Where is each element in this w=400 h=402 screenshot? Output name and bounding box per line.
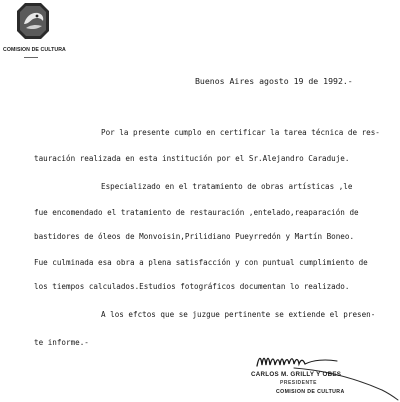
letterhead-organization: COMISION DE CULTURA (3, 47, 66, 53)
body-line: Especializado en el tratamiento de obras artísticas ,le (101, 182, 353, 191)
signatory-title: PRESIDENTE (280, 380, 317, 386)
body-line: te informe.- (34, 338, 89, 347)
body-line: tauración realizada en esta institución por el Sr.Alejandro Caraduje. (34, 154, 350, 163)
body-line: Por la presente cumplo en certificar la tarea técnica de res- (101, 128, 380, 137)
body-line: Fue culminada esa obra a plena satisfacción y con puntual cumplimiento de (34, 258, 368, 267)
body-line: fue encomendado el tratamiento de restauración ,entelado,reaparación de (34, 208, 359, 217)
body-line: los tiempos calculados.Estudios fotográficos documentan lo realizado. (34, 282, 350, 291)
date-line: Buenos Aires agosto 19 de 1992.- (195, 76, 353, 86)
signatory-organization: COMISION DE CULTURA (276, 389, 345, 395)
letterhead-divider (24, 57, 38, 58)
signatory-name: CARLOS M. GRILLY Y OBES (251, 371, 342, 378)
seal-emblem-icon (16, 2, 50, 40)
body-line: A los efctos que se juzgue pertinente se extiende el presen- (101, 310, 376, 319)
body-line: bastidores de óleos de Monvoisin,Prilidiano Pueyrredón y Martín Boneo. (34, 232, 355, 241)
